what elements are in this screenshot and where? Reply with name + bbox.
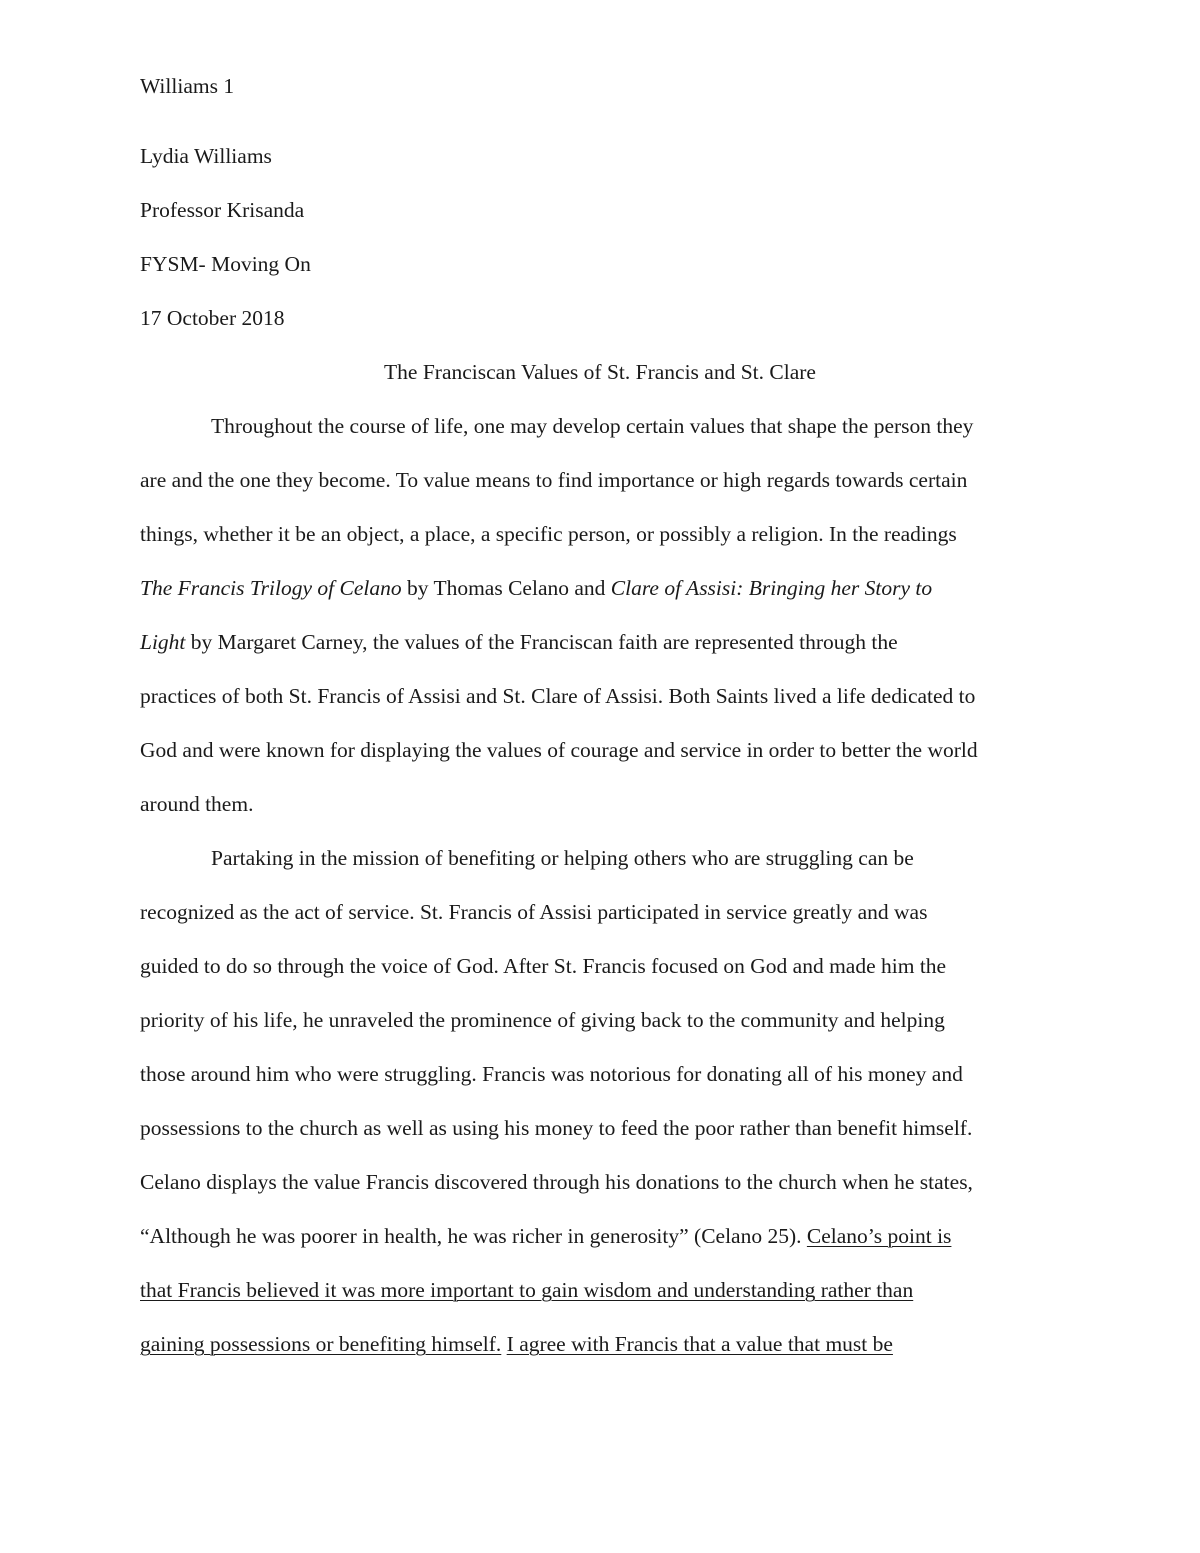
professor-name: Professor Krisanda <box>140 198 305 222</box>
underlined-analysis-start: Celano’s point is <box>806 1224 952 1248</box>
paragraph-1-line-3: things, whether it be an object, a place, a specific person, or possibly a religion. In the readings <box>140 522 957 546</box>
course-name: FYSM- Moving On <box>140 252 311 276</box>
paragraph-2-line-3: guided to do so through the voice of God. After St. Francis focused on God and made him the <box>140 954 947 978</box>
paragraph-2-line-9 <box>140 1276 913 1304</box>
line-5-rest-text: by Margaret Carney, the values of the Franciscan faith are represented through the <box>185 630 898 654</box>
paragraph-2-line-6: possessions to the church as well as using his money to feed the poor rather than benefit himself. <box>140 1116 973 1140</box>
paragraph-2-line-7: Celano displays the value Francis discovered through his donations to the church when he states, <box>140 1170 973 1194</box>
running-head: Williams 1 <box>140 74 235 98</box>
paragraph-1-line-8: around them. <box>140 792 254 816</box>
book-title-clare-of-assisi-end: Light <box>140 630 186 654</box>
author-name: Lydia Williams <box>140 144 272 168</box>
paragraph-1-line-6: practices of both St. Francis of Assisi and St. Clare of Assisi. Both Saints lived a life dedicated to <box>140 684 976 708</box>
underlined-analysis-end: gaining possessions or benefiting himself. <box>140 1332 502 1356</box>
date-line: 17 October 2018 <box>140 306 285 330</box>
paragraph-1-line-2: are and the one they become. To value means to find importance or high regards towards certain <box>140 468 968 492</box>
paragraph-2-line-8 <box>140 1222 951 1250</box>
paragraph-2-line-4: priority of his life, he unraveled the prominence of giving back to the community and helping <box>140 1008 945 1032</box>
line-4-middle-text: by Thomas Celano and <box>401 576 611 600</box>
book-title-francis-trilogy: The Francis Trilogy of Celano <box>140 576 402 600</box>
paragraph-1-line-7: God and were known for displaying the values of courage and service in order to better the world <box>140 738 978 762</box>
paragraph-2-line-10 <box>140 1330 893 1358</box>
paragraph-2-line-1: Partaking in the mission of benefiting or helping others who are struggling can be <box>211 846 914 870</box>
paragraph-2-line-5: those around him who were struggling. Francis was notorious for donating all of his money and <box>140 1062 963 1086</box>
paragraph-2-line-2: recognized as the act of service. St. Francis of Assisi participated in service greatly and was <box>140 900 928 924</box>
paragraph-1-line-5 <box>140 628 898 656</box>
underlined-agreement-start: I agree with Francis that a value that must be <box>506 1332 893 1356</box>
paragraph-1-line-4 <box>140 574 932 602</box>
book-title-clare-of-assisi: Clare of Assisi: Bringing her Story to <box>610 576 933 600</box>
paragraph-1-line-1: Throughout the course of life, one may develop certain values that shape the person they <box>211 414 974 438</box>
essay-title: The Franciscan Values of St. Francis and St. Clare <box>384 360 816 384</box>
quote-text: “Although he was poorer in health, he was richer in generosity” (Celano 25). <box>140 1224 807 1248</box>
underlined-analysis-middle: that Francis believed it was more important to gain wisdom and understanding rather than <box>140 1278 914 1302</box>
